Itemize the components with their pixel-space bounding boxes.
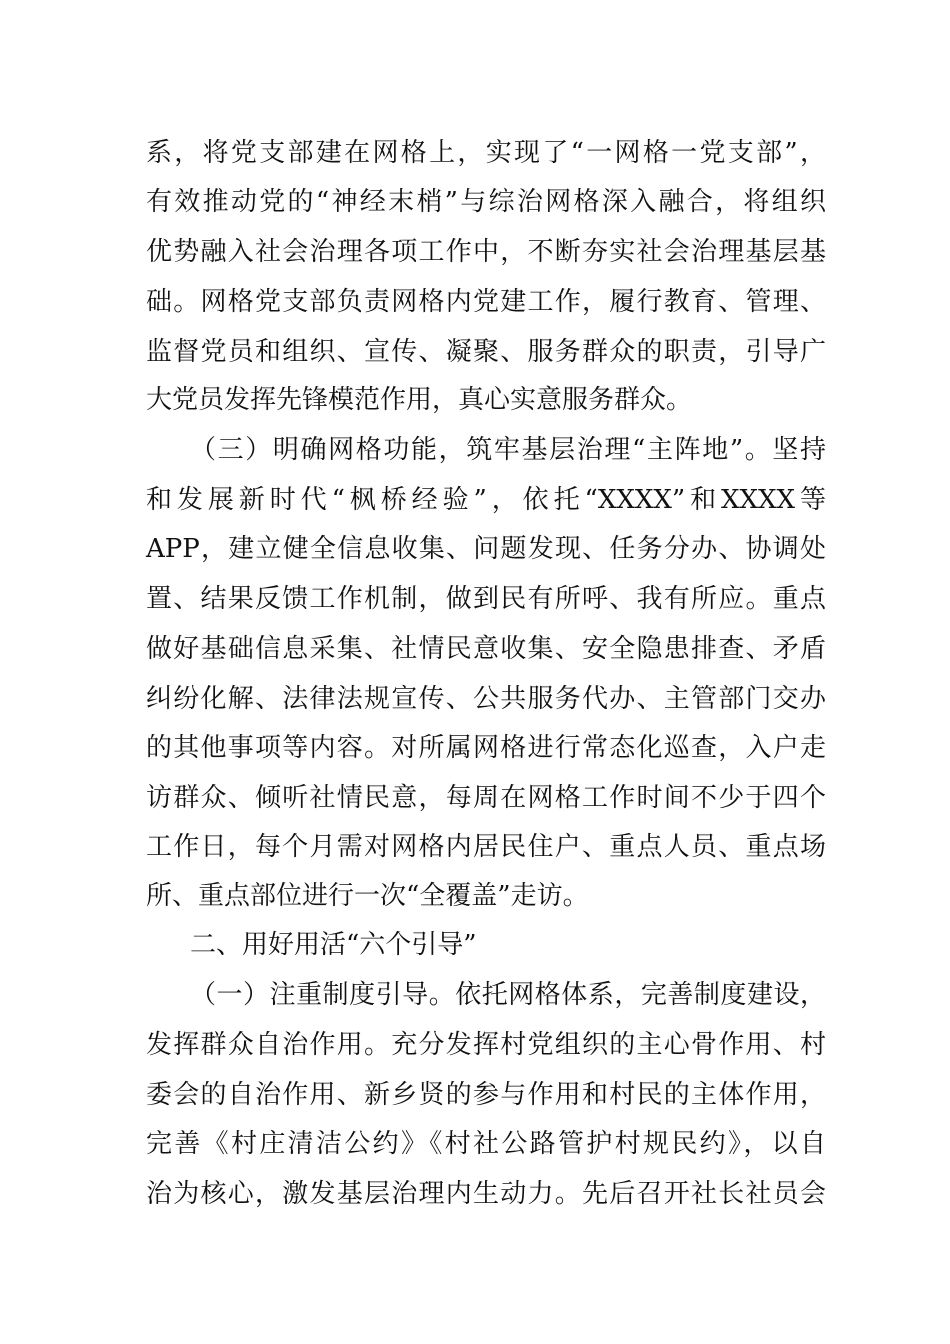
text-line: 访群众、倾听社情民意，每周在网格工作时间不少于四个 [146,783,826,813]
text-line: 纠纷化解、法律法规宣传、公共服务代办、主管部门交办 [146,684,826,714]
text-line: 发挥群众自治作用。充分发挥村党组织的主心骨作用、村 [146,1030,826,1060]
section-heading-line: （一）注重制度引导。依托网格体系，完善制度建设， [190,980,826,1010]
text-line: 的其他事项等内容。对所属网格进行常态化巡查，入户走 [146,733,826,763]
section-heading-line: （三）明确网格功能，筑牢基层治理“主阵地”。坚持 [190,435,826,465]
text-line: 础。网格党支部负责网格内党建工作，履行教育、管理、 [146,287,826,317]
text-line: 做好基础信息采集、社情民意收集、安全隐患排查、矛盾 [146,634,826,664]
text-line: 监督党员和组织、宣传、凝聚、服务群众的职责，引导广 [146,337,826,367]
text-line: 置、结果反馈工作机制，做到民有所呼、我有所应。重点 [146,584,826,614]
text-line: APP，建立健全信息收集、问题发现、任务分办、协调处 [146,534,826,564]
text-line: 治为核心，激发基层治理内生动力。先后召开社长社员会 [146,1179,826,1209]
text-line: 工作日，每个月需对网格内居民住户、重点人员、重点场 [146,832,826,862]
text-line: 和发展新时代“枫桥经验”，依托“XXXX”和XXXX等 [146,485,826,515]
text-line: 有效推动党的“神经末梢”与综治网格深入融合，将组织 [146,187,826,217]
text-line: 优势融入社会治理各项工作中，不断夯实社会治理基层基 [146,237,826,267]
text-line: 完善《村庄清洁公约》《村社公路管护村规民约》，以自 [146,1129,826,1159]
chapter-heading-line: 二、用好用活“六个引导” [190,930,477,960]
text-line: 系，将党支部建在网格上，实现了“一网格一党支部”， [146,138,826,168]
text-line: 大党员发挥先锋模范作用，真心实意服务群众。 [146,385,693,415]
text-line: 委会的自治作用、新乡贤的参与作用和村民的主体作用， [146,1080,826,1110]
text-line: 所、重点部位进行一次“全覆盖”走访。 [146,881,589,911]
